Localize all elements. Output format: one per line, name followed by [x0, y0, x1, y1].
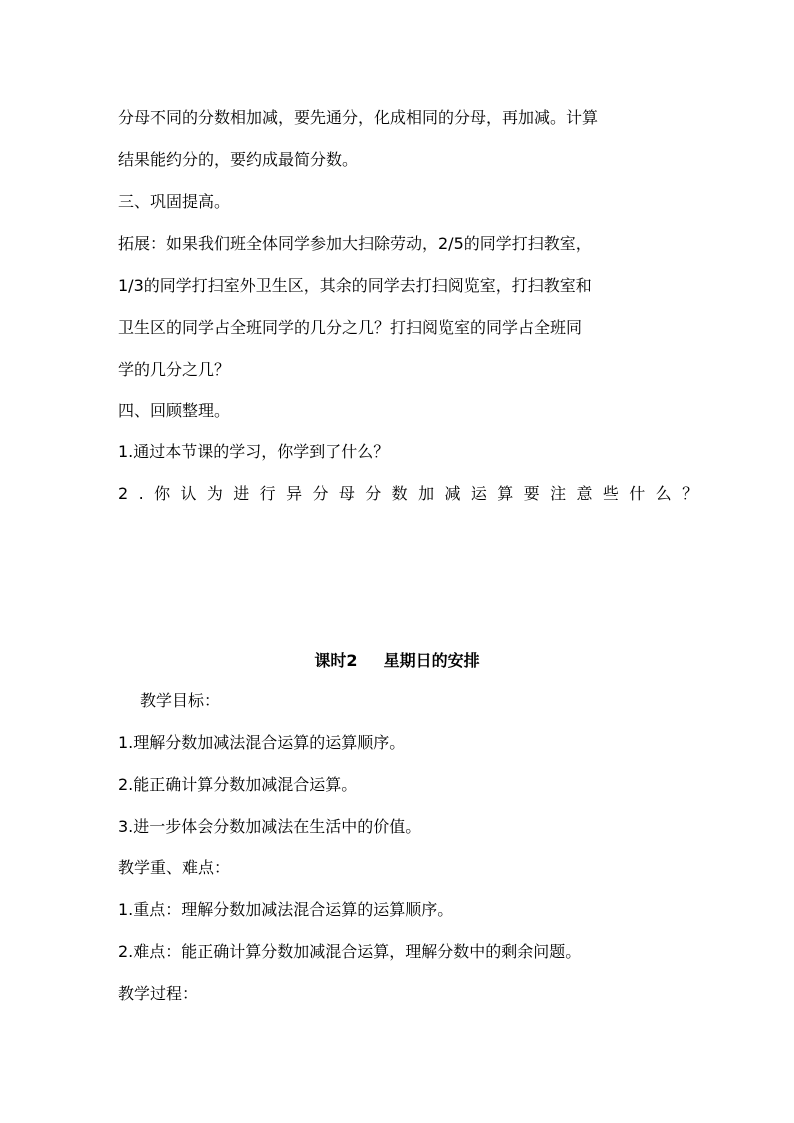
lesson-title	[0, 650, 794, 672]
extension-line: 卫生区的同学占全班同学的几分之几？打扫阅览室的同学占全班同	[118, 318, 583, 337]
extension-line: 拓展：如果我们班全体同学参加大扫除劳动，2/5的同学打扫教室，	[118, 234, 592, 253]
keypoint-item: 2.难点：能正确计算分数加减混合运算，理解分数中的剩余问题。	[118, 942, 582, 961]
keypoint-item: 1.重点：理解分数加减法混合运算的运算顺序。	[118, 900, 454, 919]
extension-line: 学的几分之几？	[118, 360, 231, 379]
extension-line: 1/3的同学打扫室外卫生区，其余的同学去打扫阅览室，打扫教室和	[118, 276, 592, 295]
lesson-number: 课时2	[314, 651, 358, 670]
section-heading-consolidate: 三、巩固提高。	[118, 192, 231, 211]
process-label: 教学过程：	[118, 984, 199, 1003]
paragraph-line: 分母不同的分数相加减，要先通分，化成相同的分母，再加减。计算	[118, 108, 599, 127]
review-question: 2.你认为进行异分母分数加减运算要注意些什么？	[118, 484, 709, 503]
objective-item: 1.理解分数加减法混合运算的运算顺序。	[118, 733, 406, 752]
objective-item: 3.进一步体会分数加减法在生活中的价值。	[118, 817, 422, 836]
keypoints-label: 教学重、难点：	[118, 858, 231, 877]
objectives-label: 教学目标：	[140, 691, 221, 710]
objective-item: 2.能正确计算分数加减混合运算。	[118, 775, 358, 794]
section-heading-review: 四、回顾整理。	[118, 401, 231, 420]
paragraph-line: 结果能约分的，要约成最简分数。	[118, 150, 359, 169]
lesson-name: 星期日的安排	[383, 651, 480, 670]
review-question: 1.通过本节课的学习，你学到了什么？	[118, 442, 390, 461]
